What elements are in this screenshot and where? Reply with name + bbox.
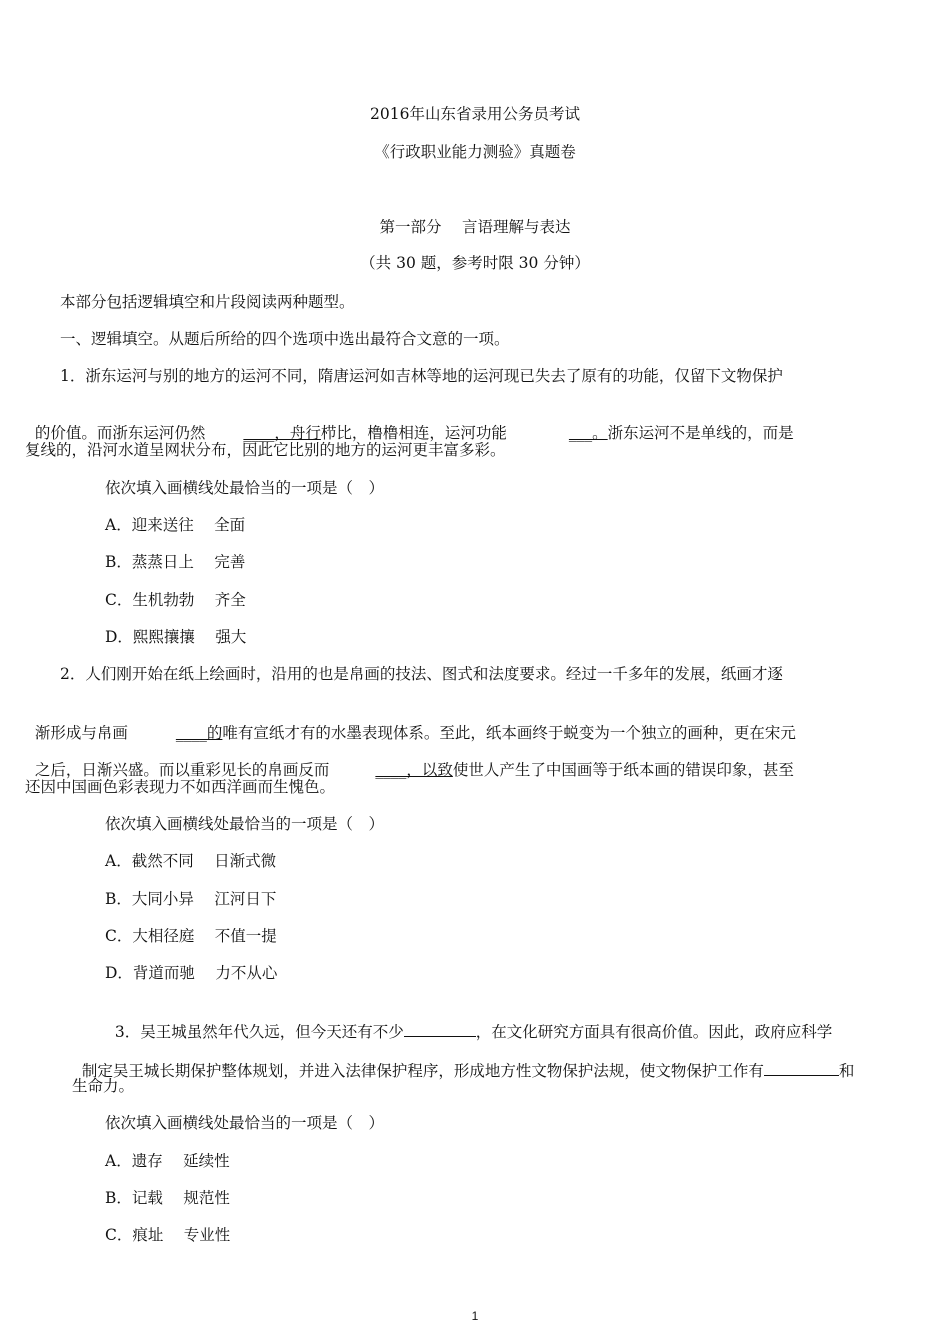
q2-option-a: A．截然不同 日渐式微 [105,852,277,870]
q1-blank-1: ____，舟行 [243,424,321,442]
q3-text: 制定吴王城长期保护整体规划，并进入法律保护程序，形成地方性文物保护法规，使文物保护工作有 [81,1062,764,1080]
q3-text: 3．吴王城虽然年代久远，但今天还有不少 [114,1023,404,1041]
q3-line1 [105,1000,832,1042]
q3-text: 和 [838,1062,855,1080]
q2-text: 之后，日渐兴盛。而以重彩见长的帛画反而 [34,761,330,779]
q2-text: 唯有宣纸才有的水墨表现体系。至此，纸本画终于蜕变为一个独立的画种，更在宋元 [222,724,796,742]
q2-blank-2: ____，以致 [375,761,453,779]
q2-option-b: B．大同小异 江河日下 [105,890,277,908]
q1-line2 [25,403,794,443]
q2-blank-1: ____的 [175,724,223,742]
page-number: 1 [471,1309,479,1323]
q2-line3 [25,740,794,780]
q1-option-a: A．迎来送往 全面 [105,516,246,534]
q2-prompt: 依次填入画横线处最恰当的一项是（ ） [105,815,385,833]
q2-line4: 还因中国画色彩表现力不如西洋画而生愧色。 [25,778,336,796]
q1-line1: 1．浙东运河与别的地方的运河不同，隋唐运河如吉林等地的运河现已失去了原有的功能，仅留下文物保护 [60,367,783,385]
q3-text: ，在文化研究方面具有很高价值。因此，政府应科学 [475,1023,833,1041]
q2-line2 [25,703,796,743]
q1-blank-2: ___。 [568,424,608,442]
q3-option-a: A．遗存 延续性 [105,1152,230,1170]
q2-line1: 2．人们刚开始在纸上绘画时，沿用的也是帛画的技法、图式和法度要求。经过一千多年的发展，纸画才逐 [60,665,783,683]
exam-subtitle: 《行政职业能力测验》真题卷 [374,143,576,161]
section-subheading: （共 30 题，参考时限 30 分钟） [360,254,590,272]
q2-option-d: D．背道而驰 力不从心 [105,964,278,982]
q3-option-b: B．记载 规范性 [105,1189,230,1207]
part-title: 一、逻辑填空。从题后所给的四个选项中选出最符合文意的一项。 [60,330,510,348]
q3-blank-2 [764,1059,839,1076]
q1-prompt: 依次填入画横线处最恰当的一项是（ ） [105,479,385,497]
q2-text: 渐形成与帛画 [34,724,128,742]
q3-line3: 生命力。 [72,1077,135,1095]
q1-text: 栉比，橹橹相连，运河功能 [320,424,507,442]
q1-option-c: C．生机勃勃 齐全 [105,591,246,609]
section-heading: 第一部分 言语理解与表达 [379,218,571,236]
section-intro: 本部分包括逻辑填空和片段阅读两种题型。 [60,293,355,311]
q1-text: 的价值。而浙东运河仍然 [34,424,206,442]
q3-prompt: 依次填入画横线处最恰当的一项是（ ） [105,1114,385,1132]
q3-option-c: C．痕址 专业性 [105,1226,231,1244]
q2-option-c: C．大相径庭 不值一提 [105,927,277,945]
q2-text: 使世人产生了中国画等于纸本画的错误印象，甚至 [452,761,794,779]
exam-title: 2016年山东省录用公务员考试 [370,105,580,123]
q3-blank-1 [404,1020,476,1037]
q1-text: 浙东运河不是单线的，而是 [607,424,794,442]
q1-option-b: B．蒸蒸日上 完善 [105,553,246,571]
q1-option-d: D．熙熙攘攘 强大 [105,628,247,646]
q3-line2 [72,1039,854,1081]
q1-line3: 复线的，沿河水道呈网状分布，因此它比别的地方的运河更丰富多彩。 [25,441,506,459]
